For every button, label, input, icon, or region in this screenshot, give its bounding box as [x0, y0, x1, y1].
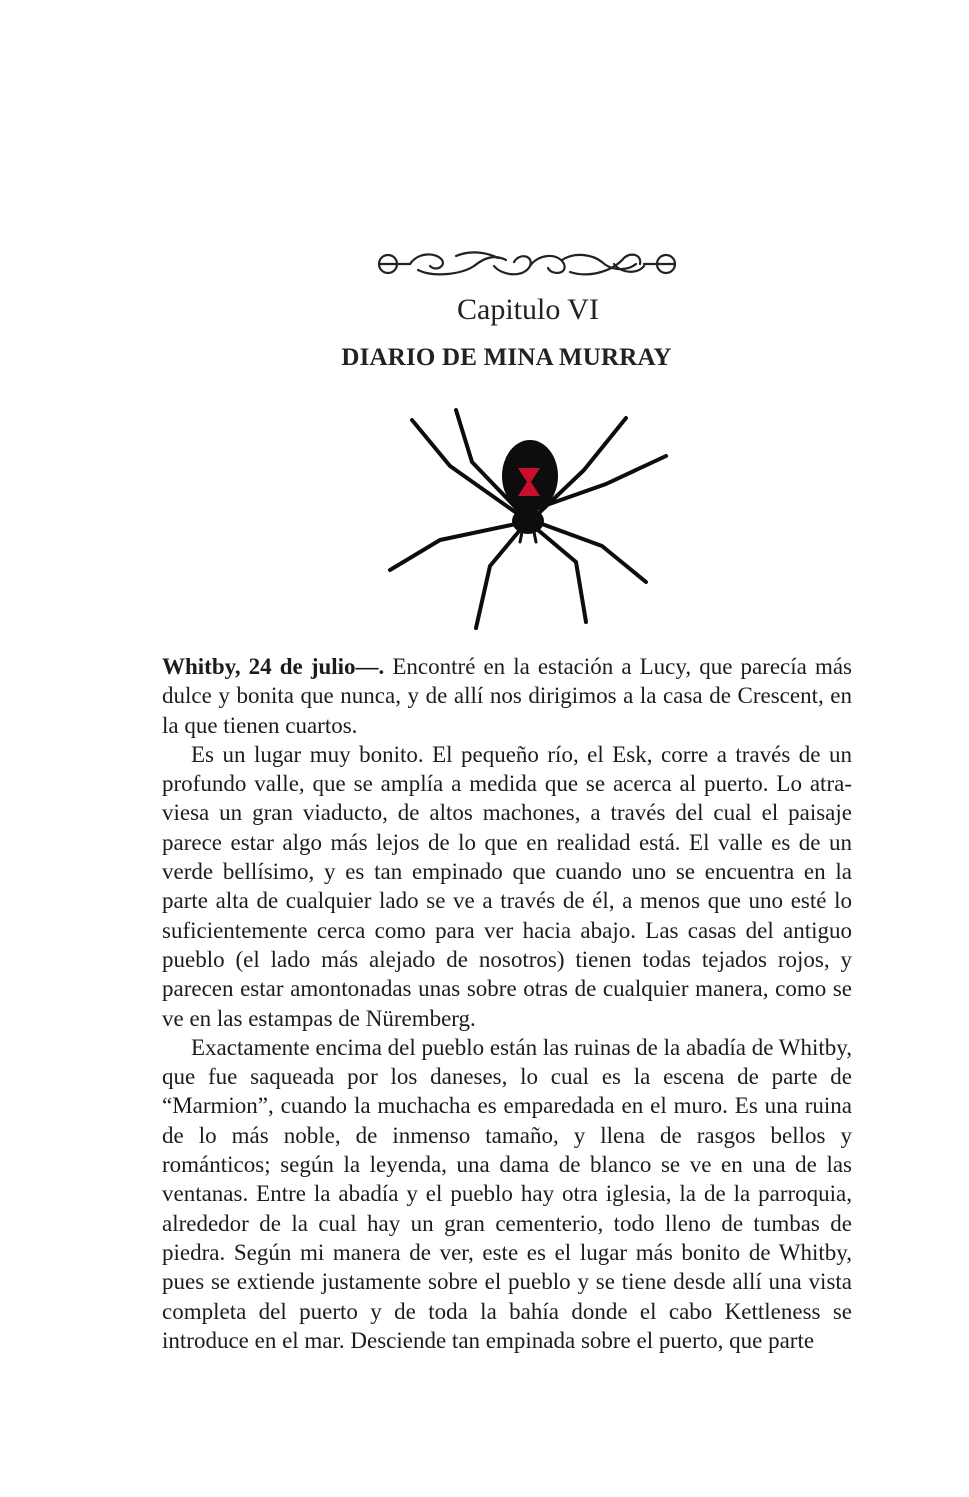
black-widow-spider-icon	[380, 400, 680, 640]
paragraph: Exactamente encima del pueblo están las ruinas de la abadía de Whitby, que fue saqueada por los daneses, lo cual es la escena de parte de “Marmion”, cuando la muchacha es emparedada en el muro. Es una ruina de lo más noble, de inmenso tamaño, y llena de rasgos bellos y románticos; según la leyenda, una dama de blanco se ve en una de las ventanas. Entre la abadía y el pueblo hay otra iglesia, la de la parroquia, alrededor de la cual hay un gran cementerio, todo lleno de tumbas de piedra. Según mi manera de ver, este es el lugar más bonito de Whitby, pues se extiende justamente sobre el pueblo y se tiene desde allí una vista completa del puerto y de toda la bahía donde el cabo Kettleness se introduce en el mar. Desciende tan empinada sobre el puerto, que parte	[162, 1034, 852, 1353]
dateline: Whitby, 24 de julio—.	[162, 654, 385, 679]
paragraph: Es un lugar muy bonito. El pequeño río, el Esk, corre a través de un profundo valle, que se amplía a medida que se acerca al puerto. Lo atraviesa un gran viaducto, de altos machones, a través del cual el paisaje parece estar algo más lejos de lo que en realidad está. El valle es de un verde bellísimo, y es tan empinado que cuando uno se encuentra en la parte alta de cualquier lado se ve a través de él, a menos que uno esté lo suficientemente cerca como para ver hacia abajo. Las casas del antiguo pueblo (el lado más alejado de nosotros) tienen todas tejados rojos, y parecen estar amontonadas unas sobre otras de cualquier manera, como se ve en las estampas de Nüremberg.	[162, 741, 852, 1031]
paragraph-text: Encontré en la estación a Lucy, que parecía más dulce y bonita que nunca, y de allí nos dirigimos a la casa de Crescent, en la que tienen cuartos.	[162, 654, 852, 738]
chapter-number: Capitulo VI	[457, 293, 599, 326]
chapter-title: DIARIO DE MINA MURRAY	[341, 344, 672, 371]
paragraph	[162, 652, 852, 740]
scroll-flourish-icon	[374, 244, 682, 284]
chapter-body	[162, 652, 852, 1355]
